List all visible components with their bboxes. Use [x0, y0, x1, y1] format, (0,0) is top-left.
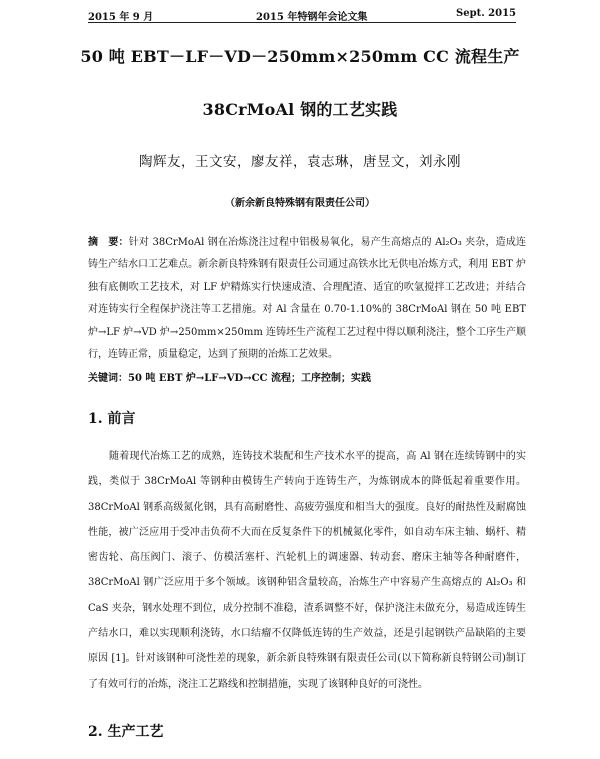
section-heading-introduction: 1. 前言 [88, 411, 136, 427]
header-proceedings: 2015 年特钢年会论文集 [256, 12, 368, 23]
author-list: 陶辉友，王文安，廖友祥，袁志琳，唐昱文，刘永刚 [139, 154, 461, 170]
section-heading-production-process: 2. 生产工艺 [88, 724, 164, 740]
abstract-text: 针对 38CrMoAl 钢在冶炼浇注过程中铝极易氧化，易产生高熔点的 Al₂O₃ 夹杂，造成连铸生产结水口工艺难点。新余新良特殊钢有限责任公司通过高铁水比无供电冶炼方式，利用 EBT 炉独有底侧吹工艺技术，对 LF 炉精炼实行快速成渣、合理配渣、适宜的吹氩搅拌工艺改进；并结合对连铸实行全程保护浇注等工艺措施。对 Al 含量在 0.70-1.10%的 38CrMoAl 钢在 50 吨 EBT 炉→LF 炉→VD 炉→250mm×250mm 连铸坯生产流程工艺过程中得以顺利浇注，整个工序生产顺行，连铸正常，质量稳定，达到了预期的冶炼工艺效果。 [88, 237, 527, 361]
introduction-paragraph: 随着现代冶炼工艺的成熟，连铸技术装配和生产技术水平的提高，高 Al 钢在连续铸钢中的实践，类似于 38CrMoAl 等钢种由模铸生产转向于连铸生产，为炼钢成本的降低起着重要作用。38CrMoAl 钢系高级氮化钢，具有高耐磨性、高疲劳强度和相当大的强度。良好的耐热性及耐腐蚀性能，被广泛应用于受冲击负荷不大而在反复条件下的机械氮化零件，如自动车床主轴、蜗杆、精密齿轮、高压阀门、滚子、仿模活塞杆、汽轮机上的调速器、转动套、磨床主轴等各种耐磨件，38CrMoAl 钢广泛应用于多个领域。该钢种铝含量较高，冶炼生产中容易产生高熔点的 Al₂O₃ 和 CaS 夹杂，钢水处理不到位，成分控制不准稳，渣系调整不好，保护浇注未做充分，易造成连铸生产结水口，难以实现顺利浇铸，水口结瘤不仅降低连铸的生产效益，还是引起钢铁产品缺陷的主要原因 [1]。针对该钢种可浇性差的现象，新余新良特殊钢有限责任公司(以下简称新良特钢公司)制订了有效可行的冶炼，浇注工艺路线和控制措施，实现了该钢种良好的可浇性。 [88, 451, 526, 690]
keywords-label: 关键词： [88, 373, 128, 384]
header-date-en: Sept. 2015 [456, 8, 516, 19]
running-header [88, 8, 516, 22]
keywords [88, 371, 526, 387]
keywords-text: 50 吨 EBT 炉→LF→VD→CC 流程；工序控制；实践 [128, 373, 371, 384]
header-date: 2015 年 9 月 [88, 12, 154, 23]
paper-title-line-2: 38CrMoAl 钢的工艺实践 [202, 100, 398, 119]
affiliation: （新余新良特殊钢有限责任公司） [225, 198, 375, 209]
abstract [88, 232, 526, 366]
abstract-label: 摘 要： [88, 237, 129, 248]
paper-title-line-1: 50 吨 EBT－LF－VD－250mm×250mm CC 流程生产 [80, 47, 520, 66]
header-rule [88, 22, 516, 23]
